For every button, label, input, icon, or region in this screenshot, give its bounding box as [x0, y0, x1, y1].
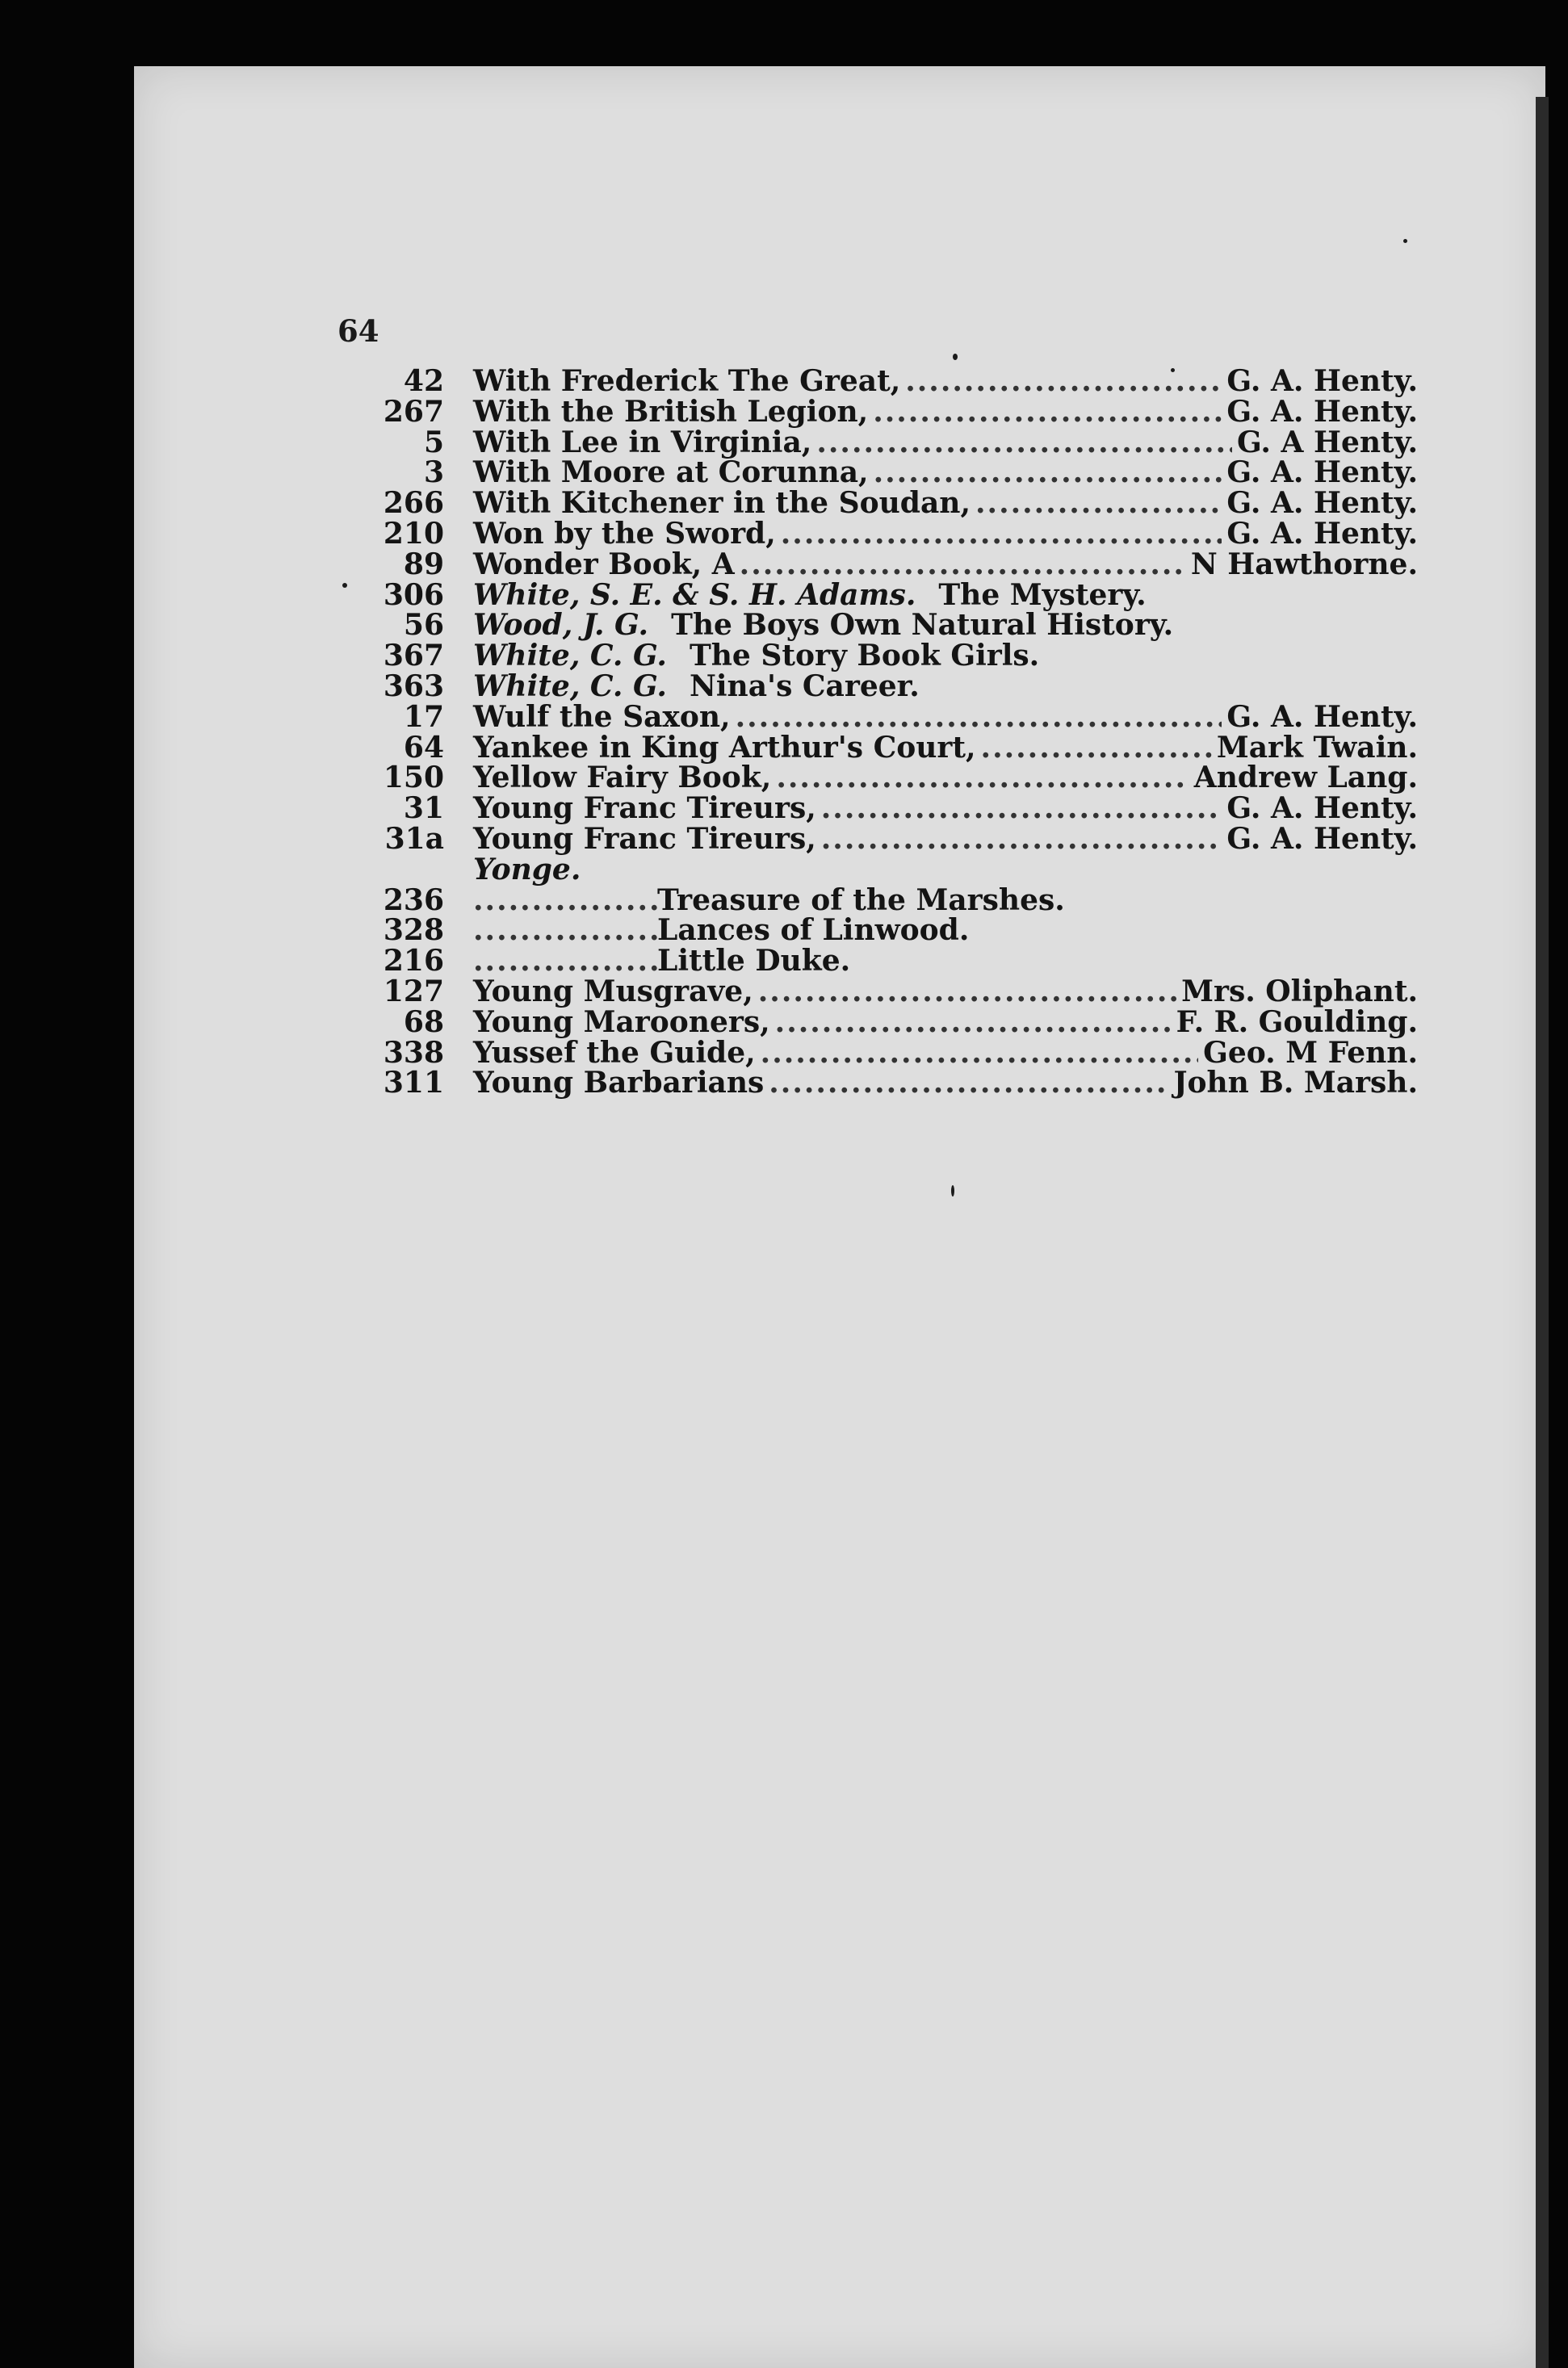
list-item — [363, 516, 1418, 551]
entry-number: 338 — [383, 1035, 444, 1070]
entry-number: 306 — [383, 577, 444, 612]
entry-title: Nina's Career. — [689, 668, 920, 703]
leader-dots — [775, 1008, 1172, 1038]
entry-number: 363 — [383, 668, 444, 703]
list-item — [363, 974, 1418, 1008]
entry-number: 210 — [383, 516, 444, 551]
list-item — [363, 364, 1418, 398]
entry-title: With Lee in Virginia, — [473, 425, 812, 459]
entry-author: G. A. Henty. — [1226, 791, 1418, 826]
entry-author-italic: White, C. G. — [473, 668, 667, 703]
list-item — [363, 668, 1418, 703]
leader-dots — [776, 763, 1189, 794]
list-item — [363, 882, 1418, 917]
entry-number: 31a — [384, 821, 444, 856]
list-item — [363, 699, 1418, 734]
scan-speck — [951, 1185, 954, 1197]
list-item — [363, 488, 1418, 519]
list-item — [363, 791, 1418, 826]
page-edge — [1536, 97, 1549, 2368]
leader-dots — [740, 550, 1186, 580]
list-item — [363, 425, 1418, 459]
list-item — [363, 641, 1418, 672]
scan-speck — [953, 354, 958, 360]
entry-number: 328 — [383, 913, 444, 948]
entry-author-italic: Wood, J. G. — [473, 608, 649, 643]
leader-dots — [821, 794, 1222, 824]
entry-author: F. R. Goulding. — [1176, 1004, 1418, 1039]
leader-dots — [761, 1038, 1198, 1069]
entry-number: 127 — [383, 974, 444, 1008]
list-item — [363, 547, 1418, 581]
entry-title: Won by the Sword, — [473, 516, 776, 551]
leader-dots — [473, 916, 657, 946]
entry-number: 311 — [383, 1066, 444, 1100]
list-item — [363, 577, 1418, 612]
entry-title: Yankee in King Arthur's Court, — [473, 730, 976, 765]
entry-number: 150 — [383, 761, 444, 795]
entry-number: 42 — [403, 364, 444, 398]
entry-number: 64 — [403, 730, 444, 765]
entry-author-italic: White, S. E. & S. H. Adams. — [473, 577, 916, 612]
list-item — [363, 730, 1418, 765]
entry-number: 216 — [383, 944, 444, 979]
scan-speck — [342, 583, 347, 588]
entry-title: Wonder Book, A — [473, 547, 735, 581]
leader-dots — [473, 886, 657, 916]
entry-author: Andrew Lang. — [1193, 761, 1418, 795]
entry-title: Young Barbarians — [473, 1066, 765, 1100]
entry-title: Young Musgrave, — [473, 974, 753, 1008]
entry-title: With the British Legion, — [473, 394, 869, 429]
leader-dots — [736, 702, 1222, 733]
entry-number: 56 — [403, 608, 444, 643]
entry-author: G. A. Henty. — [1226, 516, 1418, 551]
entry-number: 17 — [403, 699, 444, 734]
entry-author: Mrs. Oliphant. — [1181, 974, 1418, 1008]
list-item — [363, 1035, 1418, 1070]
page-number: 64 — [337, 313, 379, 349]
entry-title: The Boys Own Natural History. — [671, 608, 1174, 643]
entry-number: 236 — [383, 882, 444, 917]
list-item — [363, 455, 1418, 490]
list-item — [363, 1004, 1418, 1039]
leader-dots — [781, 519, 1222, 550]
entry-title: With Moore at Corunna, — [473, 455, 869, 490]
entry-number: 31 — [403, 791, 444, 826]
leader-dots — [473, 946, 657, 977]
entry-author: Mark Twain. — [1216, 730, 1418, 765]
entry-author: John B. Marsh. — [1173, 1066, 1418, 1100]
entry-author: Geo. M Fenn. — [1203, 1035, 1418, 1070]
entry-number: 89 — [403, 547, 444, 581]
list-item — [363, 1068, 1418, 1099]
entry-author: G. A. Henty. — [1226, 821, 1418, 856]
leader-dots — [769, 1068, 1168, 1099]
leader-dots — [758, 977, 1176, 1008]
entry-author: G. A. Henty. — [1226, 699, 1418, 734]
scan-speck — [1171, 368, 1175, 372]
list-item — [363, 763, 1418, 794]
entry-number: 367 — [383, 639, 444, 673]
entry-author: G. A. Henty. — [1226, 486, 1418, 521]
leader-dots — [816, 428, 1232, 459]
entry-title: Young Marooners, — [473, 1004, 770, 1039]
entry-author: G. A Henty. — [1236, 425, 1418, 459]
leader-dots — [975, 488, 1222, 519]
entry-author-italic: White, C. G. — [473, 639, 667, 673]
entry-title: With Frederick The Great, — [473, 364, 901, 398]
list-item — [363, 394, 1418, 429]
entry-title: Treasure of the Marshes. — [657, 882, 1065, 917]
leader-dots — [821, 824, 1222, 855]
leader-dots — [981, 733, 1212, 764]
entry-title: With Kitchener in the Soudan, — [473, 486, 971, 521]
leader-dots — [873, 397, 1222, 428]
entry-author: G. A. Henty. — [1226, 455, 1418, 490]
entry-author: G. A. Henty. — [1226, 364, 1418, 398]
entry-title: Lances of Linwood. — [657, 913, 970, 948]
entry-author: G. A. Henty. — [1226, 394, 1418, 429]
entry-title: Young Franc Tireurs, — [473, 791, 816, 826]
list-item — [363, 852, 1418, 886]
list-item — [363, 821, 1418, 856]
entry-number: 68 — [403, 1004, 444, 1039]
entry-author: N Hawthorne. — [1190, 547, 1418, 581]
entry-title: Wulf the Saxon, — [473, 699, 731, 734]
entry-title: Yussef the Guide, — [473, 1035, 756, 1070]
scan-speck — [1403, 239, 1407, 243]
entry-title: Little Duke. — [657, 944, 851, 979]
entry-title: The Mystery. — [938, 577, 1147, 612]
entry-title: The Story Book Girls. — [689, 639, 1040, 673]
list-item — [363, 913, 1418, 948]
entry-title: Yellow Fairy Book, — [473, 761, 772, 795]
entry-number: 266 — [383, 486, 444, 521]
entry-title: Young Franc Tireurs, — [473, 821, 816, 856]
section-author-heading: Yonge. — [473, 852, 581, 886]
entry-number: 267 — [383, 394, 444, 429]
list-item — [363, 610, 1418, 641]
list-item — [363, 946, 1418, 977]
entry-number: 3 — [423, 455, 444, 490]
leader-dots — [874, 458, 1222, 488]
entry-number: 5 — [423, 425, 444, 459]
catalog-list — [363, 364, 1418, 1100]
